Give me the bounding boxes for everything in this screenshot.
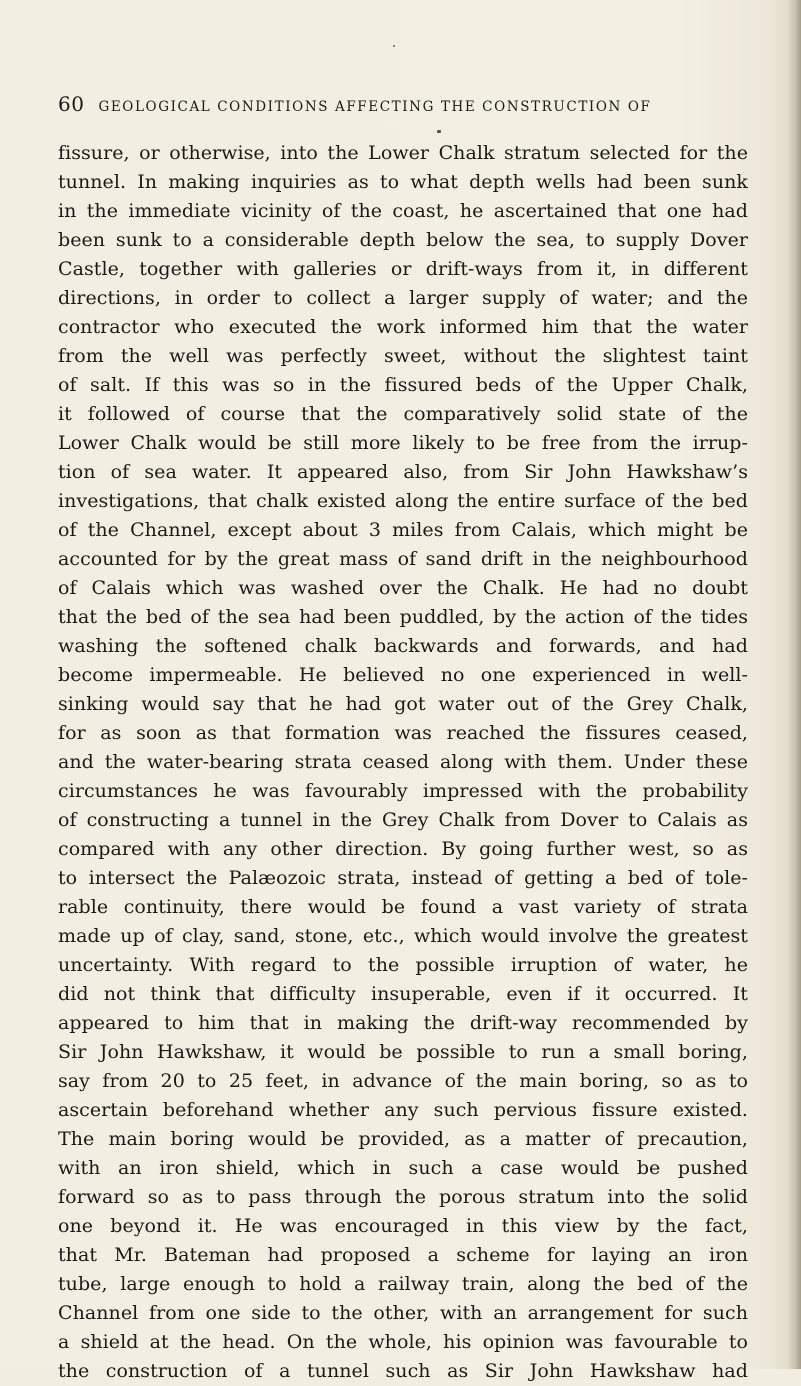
paper-speck [393, 45, 395, 47]
text-line: a shield at the head. On the whole, his opinion was favourable to [58, 1331, 748, 1353]
text-line: of salt. If this was so in the fissured beds of the Upper Chalk, [58, 374, 748, 396]
text-line: contractor who executed the work informed him that the water [58, 316, 748, 338]
text-line: that the bed of the sea had been puddled, by the action of the tides [58, 606, 748, 628]
text-line: Castle, together with galleries or drift-ways from it, in different [58, 258, 748, 280]
text-line: one beyond it. He was encouraged in this view by the fact, [58, 1215, 748, 1237]
text-line: did not think that difficulty insuperable, even if it occurred. It [58, 983, 748, 1005]
text-line: to intersect the Palæozoic strata, instead of getting a bed of tole- [58, 867, 748, 889]
text-line: uncertainty. With regard to the possible irruption of water, he [58, 954, 748, 976]
text-line: for as soon as that formation was reached the fissures ceased, [58, 722, 748, 744]
text-line: Sir John Hawkshaw, it would be possible to run a small boring, [58, 1041, 748, 1063]
text-line: become impermeable. He believed no one experienced in well- [58, 664, 748, 686]
paper-mark [437, 130, 441, 133]
text-line: from the well was perfectly sweet, without the slightest taint [58, 345, 748, 367]
text-line: and the water-bearing strata ceased along with them. Under these [58, 751, 748, 773]
text-line: tube, large enough to hold a railway train, along the bed of the [58, 1273, 748, 1295]
text-line: forward so as to pass through the porous stratum into the solid [58, 1186, 748, 1208]
text-line: accounted for by the great mass of sand drift in the neighbourhood [58, 548, 748, 570]
text-line: it followed of course that the comparatively solid state of the [58, 403, 748, 425]
text-line: compared with any other direction. By going further west, so as [58, 838, 748, 860]
text-line: Channel from one side to the other, with an arrangement for such [58, 1302, 748, 1324]
text-line: tunnel. In making inquiries as to what depth wells had been sunk [58, 171, 748, 193]
page-edge-shadow [787, 0, 801, 1369]
text-line: the construction of a tunnel such as Sir John Hawkshaw had [58, 1360, 748, 1382]
text-line: been sunk to a considerable depth below the sea, to supply Dover [58, 229, 748, 251]
text-line: The main boring would be provided, as a matter of precaution, [58, 1128, 748, 1150]
running-head [58, 92, 748, 118]
text-line: of constructing a tunnel in the Grey Chalk from Dover to Calais as [58, 809, 748, 831]
running-head-title: GEOLOGICAL CONDITIONS AFFECTING THE CONSTRUCTION OF [98, 99, 652, 115]
text-line: rable continuity, there would be found a vast variety of strata [58, 896, 748, 918]
text-line: directions, in order to collect a larger supply of water; and the [58, 287, 748, 309]
text-line: of the Channel, except about 3 miles from Calais, which might be [58, 519, 748, 541]
text-line: with an iron shield, which in such a case would be pushed [58, 1157, 748, 1179]
text-line: of Calais which was washed over the Chalk. He had no doubt [58, 577, 748, 599]
text-line: that Mr. Bateman had proposed a scheme for laying an iron [58, 1244, 748, 1266]
text-line: Lower Chalk would be still more likely to be free from the irrup- [58, 432, 748, 454]
text-line: fissure, or otherwise, into the Lower Chalk stratum selected for the [58, 142, 748, 164]
text-line: in the immediate vicinity of the coast, he ascertained that one had [58, 200, 748, 222]
text-line: appeared to him that in making the drift-way recommended by [58, 1012, 748, 1034]
text-line: ascertain beforehand whether any such pervious fissure existed. [58, 1099, 748, 1121]
text-line: made up of clay, sand, stone, etc., which would involve the greatest [58, 925, 748, 947]
text-line: investigations, that chalk existed along the entire surface of the bed [58, 490, 748, 512]
page-number: 60 [58, 92, 85, 116]
text-line: tion of sea water. It appeared also, from Sir John Hawkshaw’s [58, 461, 748, 483]
body-paragraph [58, 139, 748, 1386]
text-line: washing the softened chalk backwards and forwards, and had [58, 635, 748, 657]
text-line: sinking would say that he had got water out of the Grey Chalk, [58, 693, 748, 715]
text-line: say from 20 to 25 feet, in advance of the main boring, so as to [58, 1070, 748, 1092]
text-line: circumstances he was favourably impressed with the probability [58, 780, 748, 802]
